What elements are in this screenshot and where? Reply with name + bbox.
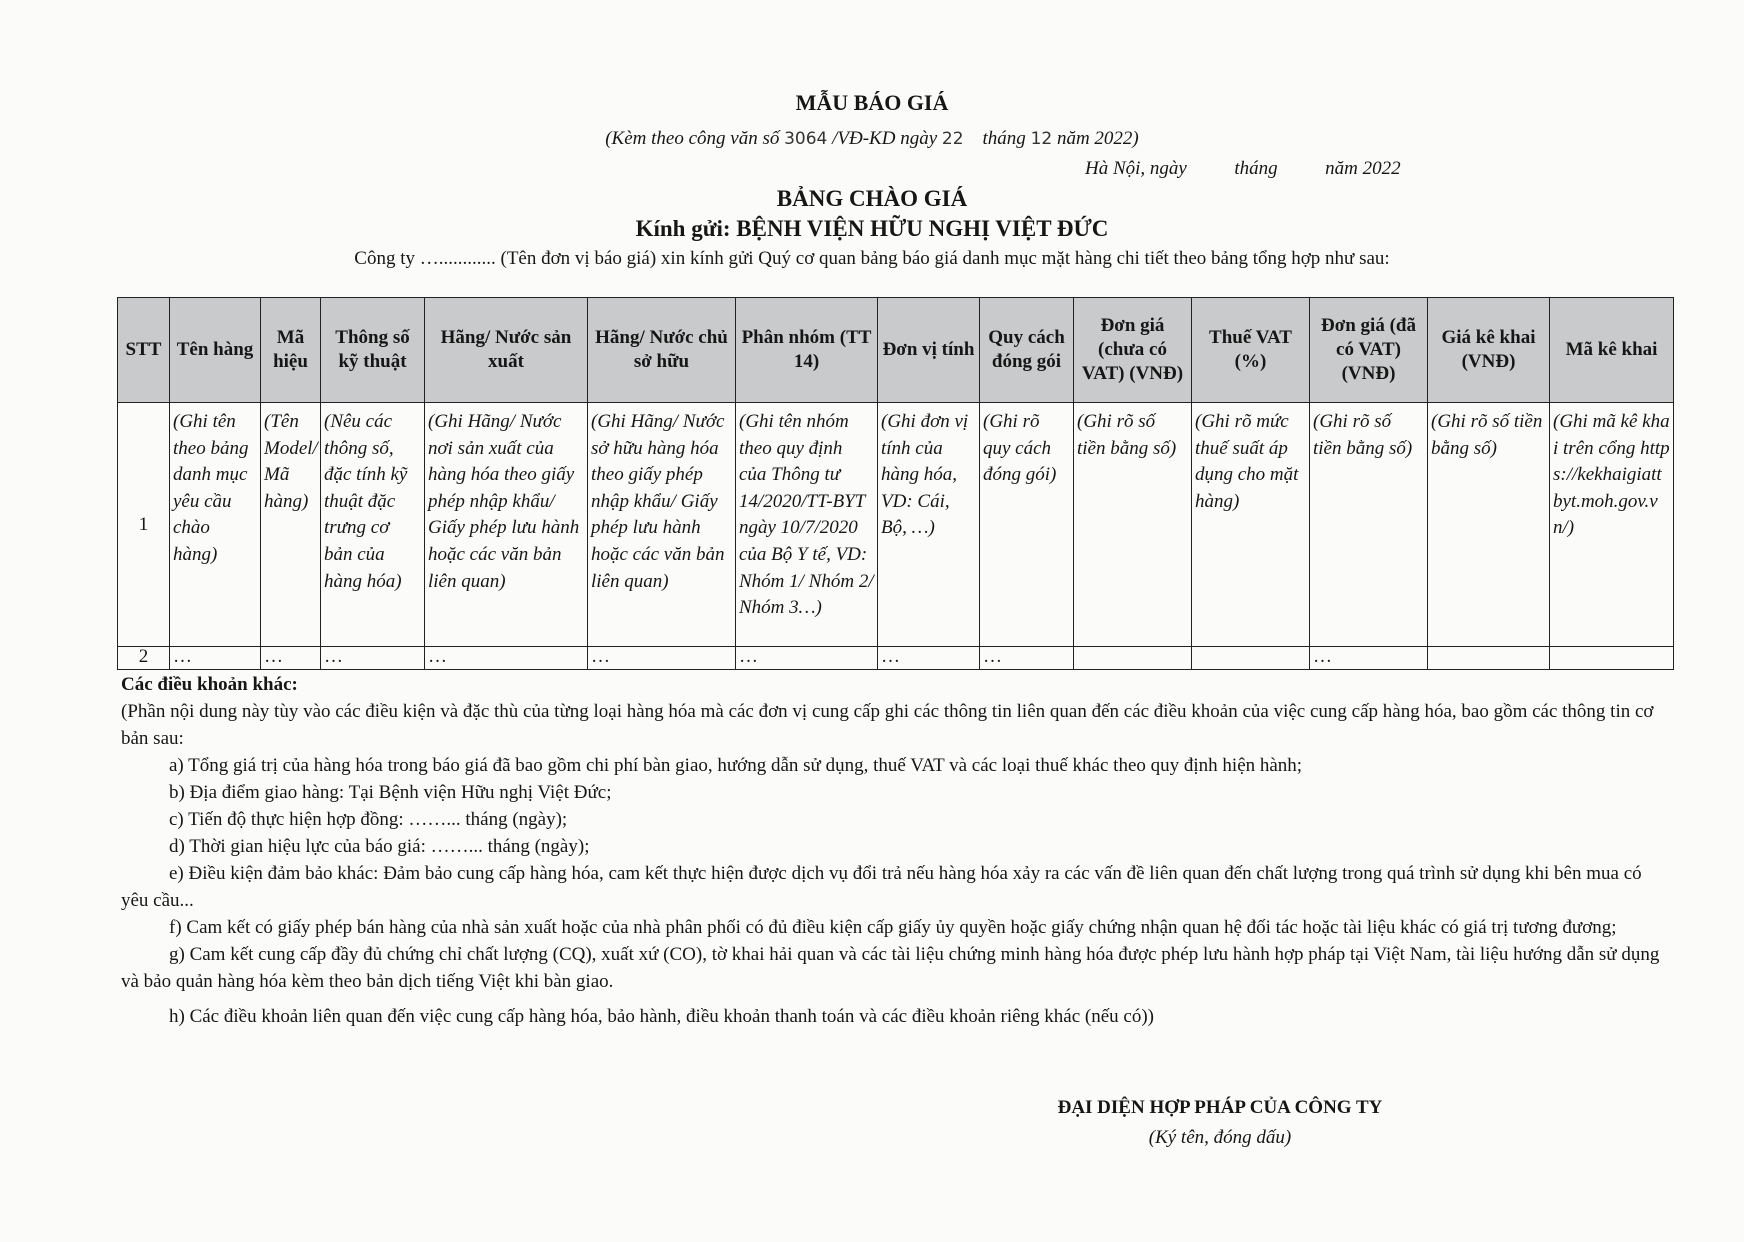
table-cell: … <box>736 647 878 670</box>
term-f: f) Cam kết có giấy phép bán hàng của nhà sản xuất hoặc của nhà phân phối có đủ điều kiện cấp giấy ủy quyền hoặc giấy chứng nhận quan hệ đối tác hoặc tài liệu khác có giá trị tương đương; <box>169 916 1617 938</box>
table-cell <box>1428 647 1550 670</box>
table-cell <box>1074 647 1192 670</box>
table-cell: (Ghi đơn vị tính của hàng hóa, VD: Cái, Bộ, …) <box>878 403 980 647</box>
column-header: Mã hiệu <box>261 298 321 403</box>
table-cell: (Ghi rõ số tiền bằng số) <box>1310 403 1428 647</box>
table-cell: … <box>321 647 425 670</box>
place-date-line: Hà Nội, ngày tháng năm 2022 <box>1085 158 1401 179</box>
reference-line <box>0 128 1744 150</box>
table-cell: (Ghi rõ số tiền bằng số) <box>1074 403 1192 647</box>
column-header: Quy cách đóng gói <box>980 298 1074 403</box>
signature-note: (Ký tên, đóng dấu) <box>1148 1127 1292 1148</box>
table-cell: … <box>878 647 980 670</box>
term-h: h) Các điều khoản liên quan đến việc cung cấp hàng hóa, bảo hành, điều khoản thanh toán và các điều khoản riêng khác (nếu có)) <box>169 1005 1154 1027</box>
column-header: Phân nhóm (TT 14) <box>736 298 878 403</box>
table-cell <box>1192 647 1310 670</box>
table-cell: … <box>425 647 588 670</box>
table-cell: (Nêu các thông số, đặc tính kỹ thuật đặc trưng cơ bản của hàng hóa) <box>321 403 425 647</box>
terms-heading: Các điều khoản khác: <box>121 674 298 695</box>
table-cell: … <box>980 647 1074 670</box>
column-header: Hãng/ Nước chủ sở hữu <box>588 298 736 403</box>
column-header: Thông số kỹ thuật <box>321 298 425 403</box>
term-e: e) Điều kiện đảm bảo khác: Đảm bảo cung cấp hàng hóa, cam kết thực hiện được dịch vụ đổi trả nếu hàng hóa xảy ra các vấn đề liên quan đến chất lượng trong quá trình sử dụng khi bên mua có yêu cầu... <box>121 862 1642 911</box>
column-header: Đơn vị tính <box>878 298 980 403</box>
terms-intro: (Phần nội dung này tùy vào các điều kiện và đặc thù của từng loại hàng hóa mà các đơn vị cung cấp ghi các thông tin liên quan đến các điều khoản của việc cung cấp hàng hóa, bao gồm các thông tin cơ bản sau: <box>121 700 1654 749</box>
table-cell: (Ghi rõ số tiền bằng số) <box>1428 403 1550 647</box>
column-header: Đơn giá (đã có VAT) (VNĐ) <box>1310 298 1428 403</box>
column-header: STT <box>118 298 170 403</box>
table-cell: (Ghi tên theo bảng danh mục yêu cầu chào hàng) <box>170 403 261 647</box>
form-title: MẪU BÁO GIÁ <box>795 90 949 115</box>
ref-month-handwritten: 12 <box>1030 129 1053 149</box>
ref-suffix-1: /VĐ-KD ngày <box>832 128 938 149</box>
table-cell-stt: 1 <box>118 403 170 647</box>
recipient-line: Kính gửi: BỆNH VIỆN HỮU NGHỊ VIỆT ĐỨC <box>635 216 1109 241</box>
ref-suffix-2: tháng <box>982 128 1026 149</box>
signature-title: ĐẠI DIỆN HỢP PHÁP CỦA CÔNG TY <box>1057 1097 1383 1118</box>
quotation-table <box>117 297 1674 670</box>
table-cell: … <box>588 647 736 670</box>
table-title: BẢNG CHÀO GIÁ <box>776 186 968 211</box>
table-cell: (Ghi rõ mức thuế suất áp dụng cho mặt hàng) <box>1192 403 1310 647</box>
table-cell: (Ghi Hãng/ Nước sở hữu hàng hóa theo giấy phép nhập khẩu/ Giấy phép lưu hành hoặc các văn bản liên quan) <box>588 403 736 647</box>
table-cell <box>1550 647 1674 670</box>
ref-suffix-3: năm 2022) <box>1056 128 1139 149</box>
table-cell: (Ghi Hãng/ Nước nơi sản xuất của hàng hóa theo giấy phép nhập khẩu/ Giấy phép lưu hành hoặc các văn bản liên quan) <box>425 403 588 647</box>
term-a: a) Tổng giá trị của hàng hóa trong báo giá đã bao gồm chi phí bàn giao, hướng dẫn sử dụng, thuế VAT và các loại thuế khác theo quy định hiện hành; <box>169 754 1303 776</box>
table-cell: … <box>1310 647 1428 670</box>
other-terms-section <box>121 672 1673 1031</box>
table-header-row <box>118 298 1674 403</box>
table-cell: (Tên Model/ Mã hàng) <box>261 403 321 647</box>
table-row <box>118 403 1674 647</box>
term-c: c) Tiến độ thực hiện hợp đồng: ……... tháng (ngày); <box>169 808 568 830</box>
column-header: Mã kê khai <box>1550 298 1674 403</box>
term-g: g) Cam kết cung cấp đầy đủ chứng chỉ chất lượng (CQ), xuất xứ (CO), tờ khai hải quan và các tài liệu chứng minh hàng hóa được phép lưu hành hợp pháp tại Việt Nam, tài liệu hướng dẫn sử dụng và bảo quản hàng hóa kèm theo bản dịch tiếng Việt khi bàn giao. <box>121 943 1660 992</box>
table-cell-stt: 2 <box>118 647 170 670</box>
column-header: Hãng/ Nước sản xuất <box>425 298 588 403</box>
ref-day-handwritten: 22 <box>941 129 964 149</box>
table-cell: (Ghi mã kê khai trên cổng https://kekhaigiattbyt.moh.gov.vn/) <box>1550 403 1674 647</box>
table-cell: (Ghi tên nhóm theo quy định của Thông tư 14/2020/TT-BYT ngày 10/7/2020 của Bộ Y tế, VD: Nhóm 1/ Nhóm 2/ Nhóm 3…) <box>736 403 878 647</box>
term-d: d) Thời gian hiệu lực của báo giá: ……... tháng (ngày); <box>169 835 590 857</box>
column-header: Thuế VAT (%) <box>1192 298 1310 403</box>
column-header: Tên hàng <box>170 298 261 403</box>
table-cell: (Ghi rõ quy cách đóng gói) <box>980 403 1074 647</box>
table-cell: … <box>170 647 261 670</box>
column-header: Đơn giá (chưa có VAT) (VNĐ) <box>1074 298 1192 403</box>
ref-prefix: (Kèm theo công văn số <box>605 128 780 149</box>
table-cell: … <box>261 647 321 670</box>
term-b: b) Địa điểm giao hàng: Tại Bệnh viện Hữu nghị Việt Đức; <box>169 781 612 803</box>
intro-line: Công ty …............ (Tên đơn vị báo giá) xin kính gửi Quý cơ quan bảng báo giá danh mục mặt hàng chi tiết theo bảng tổng hợp như sau: <box>354 248 1390 269</box>
column-header: Giá kê khai (VNĐ) <box>1428 298 1550 403</box>
ref-number-handwritten: 3064 <box>784 129 828 149</box>
table-row <box>118 647 1674 670</box>
